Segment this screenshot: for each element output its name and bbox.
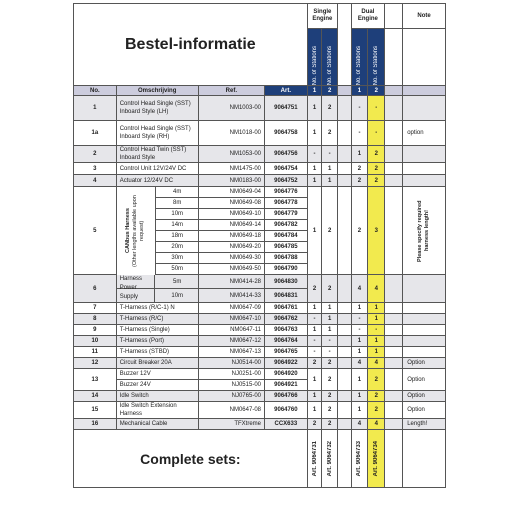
- spacer: [338, 163, 351, 175]
- canbus-label: [117, 187, 156, 275]
- dual-1: 1: [351, 347, 368, 358]
- spacer: [338, 314, 351, 325]
- table-row: [74, 402, 446, 419]
- row-number: 15: [74, 402, 117, 419]
- row-article: 9064765: [265, 347, 308, 358]
- single-1: 2: [307, 419, 322, 430]
- table-row: [74, 336, 446, 347]
- single-2: 1: [322, 163, 338, 175]
- dual-1: -: [351, 314, 368, 325]
- row-ref: NM0647-08: [198, 402, 264, 419]
- row-article: 9064788: [265, 253, 308, 264]
- spacer: [338, 146, 351, 163]
- row-number: 7: [74, 303, 117, 314]
- harness-length: 8m: [173, 200, 182, 206]
- spacer: [385, 163, 403, 175]
- spacer: [385, 314, 403, 325]
- dual-2: -: [368, 121, 385, 146]
- harness-length: 10m: [171, 293, 184, 299]
- table-row: [74, 314, 446, 325]
- spacer: [385, 358, 403, 369]
- dual-1: 1: [351, 146, 368, 163]
- row-number: 9: [74, 325, 117, 336]
- row-ref: NM1003-00: [198, 96, 264, 121]
- dual-1: -: [351, 121, 368, 146]
- row-number: 12: [74, 358, 117, 369]
- spacer: [338, 275, 351, 303]
- single-2: 2: [322, 369, 338, 391]
- stations-label: No. of Stations: [311, 45, 318, 85]
- row-note: [403, 96, 446, 121]
- row-description: Idle Switch Extension Harness: [116, 402, 198, 419]
- table-row: [74, 163, 446, 175]
- note-header: Note: [403, 4, 446, 29]
- dual-1: 1: [351, 336, 368, 347]
- row-number: 6: [74, 275, 117, 303]
- row-number: 11: [74, 347, 117, 358]
- dual-1: 1: [351, 402, 368, 419]
- single-1: 1: [307, 402, 322, 419]
- row-description: Actuator 12/24V DC: [116, 175, 198, 187]
- row-description: Control Head Single (SST) Inboard Style (RH): [116, 121, 198, 146]
- single-1: -: [307, 314, 322, 325]
- row-note: Option: [403, 358, 446, 369]
- complete-sets-label: Complete sets:: [74, 430, 308, 488]
- row-ref: NM0647-09: [198, 303, 264, 314]
- row-article: 9064790: [265, 264, 308, 275]
- dual-1: 2: [351, 175, 368, 187]
- spacer: [385, 187, 403, 275]
- row-article: 9064922: [265, 358, 308, 369]
- row-ref: NM0649-18: [198, 231, 264, 242]
- row-ref: NM0649-14: [198, 220, 264, 231]
- single-1: 1: [307, 121, 322, 146]
- dual-2: 4: [368, 275, 385, 303]
- row-ref: NM1053-00: [198, 146, 264, 163]
- harness-length: 5m: [173, 279, 182, 285]
- dual-2: 2: [368, 391, 385, 402]
- spacer: [385, 391, 403, 402]
- row-ref: NM1475-00: [198, 163, 264, 175]
- spacer: [385, 347, 403, 358]
- table-row: [74, 419, 446, 430]
- dual-1: 1: [351, 391, 368, 402]
- row-number: 13: [74, 369, 117, 391]
- row-note: [403, 163, 446, 175]
- spacer: [338, 187, 351, 275]
- dual-2: 2: [368, 163, 385, 175]
- row-article: 9064830: [265, 275, 308, 289]
- harness-length: 14m: [171, 222, 184, 228]
- complete-set-cell: [322, 430, 338, 488]
- single-1: 2: [307, 358, 322, 369]
- harness-length: 10m: [171, 211, 184, 217]
- row-number: 4: [74, 175, 117, 187]
- row-note: [403, 275, 446, 303]
- row-number: 8: [74, 314, 117, 325]
- dual-1: -: [351, 325, 368, 336]
- row-description: Control Unit 12V/24V DC: [116, 163, 198, 175]
- complete-set-cell: [351, 430, 368, 488]
- dual-2: 1: [368, 336, 385, 347]
- row-note: [403, 303, 446, 314]
- row-description: Idle Switch: [116, 391, 198, 402]
- row-ref: NM0649-04: [198, 187, 264, 198]
- spacer: [385, 369, 403, 391]
- complete-set-article: Art. 9064734: [373, 440, 380, 477]
- row-ref: NM0649-50: [198, 264, 264, 275]
- power-row: [74, 275, 446, 289]
- single-2: 1: [322, 325, 338, 336]
- canbus-note: [403, 187, 446, 275]
- spacer: [338, 336, 351, 347]
- row-ref: TFXtreme: [198, 419, 264, 430]
- row-description: T-Harness (Single): [116, 325, 198, 336]
- row-ref: NJ0251-00: [198, 369, 264, 380]
- spacer: [385, 175, 403, 187]
- spacer: [338, 419, 351, 430]
- row-article: 9064762: [265, 314, 308, 325]
- canbus-note-text: Please specify required harness length!: [417, 199, 431, 262]
- single-2: 2: [322, 121, 338, 146]
- single-1: 1: [307, 163, 322, 175]
- row-ref: NM0647-11: [198, 325, 264, 336]
- row-ref: NM0647-10: [198, 314, 264, 325]
- dual-2: -: [368, 96, 385, 121]
- row-ref: NM0183-00: [198, 175, 264, 187]
- single-2: 2: [322, 187, 338, 275]
- col-s1: 1: [307, 86, 322, 96]
- canbus-label-main: CANbus Harness: [125, 208, 132, 254]
- spacer: [338, 121, 351, 146]
- complete-set-article: Art. 9064731: [311, 440, 318, 477]
- complete-set-cell: [307, 430, 322, 488]
- col-ref: Ref.: [198, 86, 264, 96]
- single-engine-header: Single Engine: [307, 4, 337, 29]
- row-article: 9064760: [265, 402, 308, 419]
- single-1: 1: [307, 175, 322, 187]
- buzzer-row: [74, 369, 446, 380]
- row-number: 2: [74, 146, 117, 163]
- power-label: Harness Power Supply: [117, 275, 155, 303]
- row-article: 9064778: [265, 198, 308, 209]
- spacer: [338, 402, 351, 419]
- dual-1: 1: [351, 303, 368, 314]
- single-1: 1: [307, 391, 322, 402]
- single-2: 2: [322, 358, 338, 369]
- row-note: [403, 347, 446, 358]
- spacer: [385, 325, 403, 336]
- dual-2: 2: [368, 175, 385, 187]
- spacer: [338, 430, 351, 488]
- row-article: 9064779: [265, 209, 308, 220]
- dual-1: 4: [351, 419, 368, 430]
- canbus-label-sub: (Other lengths available upon request): [132, 195, 146, 267]
- row-article: 9064920: [265, 369, 308, 380]
- single-1: -: [307, 146, 322, 163]
- dual-2: 2: [368, 369, 385, 391]
- dual-1: 1: [351, 369, 368, 391]
- row-ref: NM0414-33: [198, 289, 264, 303]
- single-2: -: [322, 347, 338, 358]
- row-number: 1: [74, 96, 117, 121]
- row-description: Buzzer 24V: [116, 380, 198, 391]
- col-s2: 2: [322, 86, 338, 96]
- stations-label: No. of Stations: [373, 45, 380, 85]
- spacer: [385, 419, 403, 430]
- dual-1: 2: [351, 163, 368, 175]
- table-row: [74, 146, 446, 163]
- row-ref: NM0649-20: [198, 242, 264, 253]
- row-ref: NM0649-10: [198, 209, 264, 220]
- single-2: 1: [322, 303, 338, 314]
- single-2: 2: [322, 419, 338, 430]
- spacer: [385, 430, 403, 488]
- complete-sets-row: [74, 430, 446, 488]
- canbus-row: [74, 187, 446, 198]
- row-article: 9064761: [265, 303, 308, 314]
- row-note: Option: [403, 369, 446, 391]
- complete-set-cell: [368, 430, 385, 488]
- row-note: [403, 146, 446, 163]
- row-article: 9064831: [265, 289, 308, 303]
- single-2: -: [322, 336, 338, 347]
- spacer: [385, 402, 403, 419]
- row-note: [403, 314, 446, 325]
- row-note: [403, 325, 446, 336]
- row-description: T-Harness (R/C-1) N: [116, 303, 198, 314]
- row-description: Mechanical Cable: [116, 419, 198, 430]
- row-description: Circuit Breaker 20A: [116, 358, 198, 369]
- row-ref: NJ0514-00: [198, 358, 264, 369]
- dual-1: -: [351, 96, 368, 121]
- dual-2: 2: [368, 146, 385, 163]
- spacer: [338, 391, 351, 402]
- table-row: [74, 96, 446, 121]
- spacer: [338, 303, 351, 314]
- spacer: [385, 336, 403, 347]
- order-sheet: [73, 3, 446, 517]
- row-article: 9064782: [265, 220, 308, 231]
- dual-2: 2: [368, 402, 385, 419]
- row-description: T-Harness (STBD): [116, 347, 198, 358]
- row-article: 9064785: [265, 242, 308, 253]
- row-article: 9064776: [265, 187, 308, 198]
- spacer: [385, 96, 403, 121]
- row-ref: NM0414-28: [198, 275, 264, 289]
- single-1: 1: [307, 325, 322, 336]
- single-2: 1: [322, 175, 338, 187]
- dual-2: 1: [368, 347, 385, 358]
- table-row: [74, 391, 446, 402]
- table-row: [74, 325, 446, 336]
- row-article: 9064763: [265, 325, 308, 336]
- spacer: [338, 358, 351, 369]
- row-article: CCX633: [265, 419, 308, 430]
- row-article: 9064758: [265, 121, 308, 146]
- single-1: 1: [307, 96, 322, 121]
- dual-2: 1: [368, 303, 385, 314]
- row-description: Buzzer 12V: [116, 369, 198, 380]
- single-2: 1: [322, 314, 338, 325]
- single-2: 2: [322, 402, 338, 419]
- row-ref: NM1018-00: [198, 121, 264, 146]
- row-note: option: [403, 121, 446, 146]
- dual-2: 3: [368, 187, 385, 275]
- table-row: [74, 347, 446, 358]
- spacer: [338, 325, 351, 336]
- single-2: 2: [322, 275, 338, 303]
- single-1: 2: [307, 275, 322, 303]
- row-description: T-Harness (R/C): [116, 314, 198, 325]
- dual-2: 1: [368, 314, 385, 325]
- spacer: [385, 275, 403, 303]
- table-row: [74, 358, 446, 369]
- harness-length: 30m: [171, 255, 184, 261]
- harness-length: 18m: [171, 233, 184, 239]
- dual-engine-header: Dual Engine: [351, 4, 385, 29]
- col-art: Art.: [265, 86, 308, 96]
- harness-length: 4m: [173, 189, 182, 195]
- row-description: Control Head Single (SST) Inboard Style (LH): [116, 96, 198, 121]
- row-number: 1a: [74, 121, 117, 146]
- table-row: [74, 303, 446, 314]
- row-note: Option: [403, 402, 446, 419]
- single-1: 1: [307, 369, 322, 391]
- spacer: [338, 347, 351, 358]
- row-article: 9064764: [265, 336, 308, 347]
- row-description: Control Head Twin (SST) Inboard Style: [116, 146, 198, 163]
- row-ref: NM0647-12: [198, 336, 264, 347]
- row-number: 16: [74, 419, 117, 430]
- row-description: T-Harness (Port): [116, 336, 198, 347]
- col-d2: 2: [368, 86, 385, 96]
- single-2: 2: [322, 96, 338, 121]
- row-article: 9064756: [265, 146, 308, 163]
- table-row: [74, 121, 446, 146]
- page-title: Bestel-informatie: [74, 4, 308, 86]
- stations-label: No. of Stations: [356, 45, 363, 85]
- row-number: 10: [74, 336, 117, 347]
- row-article: 9064752: [265, 175, 308, 187]
- dual-1: 4: [351, 358, 368, 369]
- dual-1: 4: [351, 275, 368, 303]
- order-table: [73, 3, 446, 488]
- single-2: 2: [322, 391, 338, 402]
- row-note: Option: [403, 391, 446, 402]
- col-desc: Omschrijving: [116, 86, 198, 96]
- single-1: 1: [307, 187, 322, 275]
- dual-2: 4: [368, 358, 385, 369]
- spacer: [403, 430, 446, 488]
- row-article: 9064754: [265, 163, 308, 175]
- spacer: [385, 146, 403, 163]
- row-ref: NM0649-30: [198, 253, 264, 264]
- row-ref: NM0647-13: [198, 347, 264, 358]
- row-note: Length!: [403, 419, 446, 430]
- dual-2: -: [368, 325, 385, 336]
- row-article: 9064766: [265, 391, 308, 402]
- row-article: 9064751: [265, 96, 308, 121]
- single-1: 1: [307, 303, 322, 314]
- row-ref: NJ0765-00: [198, 391, 264, 402]
- col-no: No.: [74, 86, 117, 96]
- row-number: 5: [74, 187, 117, 275]
- spacer: [385, 121, 403, 146]
- harness-length: 20m: [171, 244, 184, 250]
- row-article: 9064784: [265, 231, 308, 242]
- row-number: 3: [74, 163, 117, 175]
- single-2: -: [322, 146, 338, 163]
- spacer: [338, 369, 351, 391]
- row-number: 14: [74, 391, 117, 402]
- row-ref: NM0649-08: [198, 198, 264, 209]
- harness-length: 50m: [171, 266, 184, 272]
- col-d1: 1: [351, 86, 368, 96]
- row-article: 9064921: [265, 380, 308, 391]
- row-note: [403, 336, 446, 347]
- row-note: [403, 175, 446, 187]
- stations-label: No. of Stations: [326, 45, 333, 85]
- single-1: -: [307, 336, 322, 347]
- dual-1: 2: [351, 187, 368, 275]
- single-1: -: [307, 347, 322, 358]
- complete-set-article: Art. 9064733: [356, 440, 363, 477]
- complete-set-article: Art. 9064732: [326, 440, 333, 477]
- spacer: [385, 303, 403, 314]
- row-ref: NJ0515-00: [198, 380, 264, 391]
- table-row: [74, 175, 446, 187]
- spacer: [338, 96, 351, 121]
- spacer: [338, 175, 351, 187]
- dual-2: 4: [368, 419, 385, 430]
